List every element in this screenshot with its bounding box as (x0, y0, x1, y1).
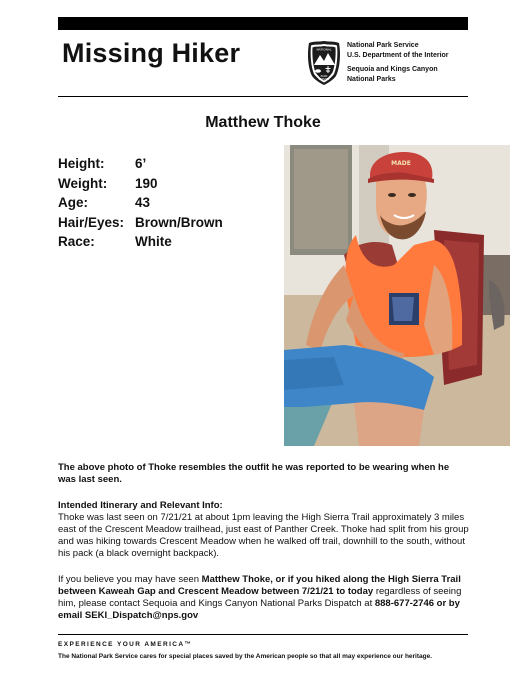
stat-hair-eyes (58, 213, 223, 233)
park-name-line2: National Parks (347, 76, 396, 83)
poster-title: Missing Hiker (62, 38, 241, 68)
logo-text-national: NATIONAL (316, 47, 332, 52)
hat-text: MADE (391, 160, 411, 167)
agency-name: National Park Service (347, 42, 419, 49)
stat-age (58, 193, 223, 213)
itinerary-body: Thoke was last seen on 7/21/21 at about 1pm leaving the High Sierra Trail approximately 3 miles east of the Crescent Meadow trailhead, just east of Panther Creek. Thoke had split from his group and was hiking towards Crescent Meadow when he walked off trail, downhill to the south, without his pack (a black overnight backpack). (58, 512, 469, 559)
top-black-bar (58, 17, 468, 30)
contact-text-1: If you believe you may have seen (58, 574, 202, 585)
experience-your-america: EXPERIENCE YOUR AMERICA™ (58, 641, 193, 648)
hiker-photo (284, 145, 510, 446)
header-divider (58, 96, 468, 97)
contact-bold-1: Matthew Thoke, or if you hiked along the High Sierra Trail between Kaweah Gap and Crescent Meadow between 7/21/21 to today (58, 574, 461, 597)
stat-label: Weight: (58, 175, 108, 191)
stat-label: Age: (58, 195, 88, 210)
contact-paragraph (58, 574, 470, 622)
missing-person-name: Matthew Thoke (205, 114, 321, 131)
stat-label: Hair/Eyes: (58, 214, 125, 230)
stat-race (58, 232, 223, 252)
stat-value: 190 (135, 175, 158, 191)
logo-text-service: SERVICE (318, 78, 330, 81)
stat-value: 43 (135, 195, 151, 210)
park-name-line1: Sequoia and Kings Canyon (347, 66, 438, 73)
physical-description (58, 154, 223, 252)
agency-block (347, 41, 449, 85)
stat-label: Height: (58, 156, 105, 171)
contact-text-2: regardless of seeing him, please contact Sequoia and Kings Canyon National Parks Dispatch at (58, 586, 462, 609)
footer-divider (58, 634, 468, 635)
stat-height (58, 154, 223, 174)
department-name: U.S. Department of the Interior (347, 52, 449, 59)
contact-bold-2: 888-677-2746 or by email SEKI_Dispatch@nps.gov (58, 598, 460, 621)
stat-value: 6’ (135, 156, 147, 171)
stat-value: White (135, 234, 172, 249)
nps-arrowhead-logo (306, 40, 342, 86)
stat-weight (58, 174, 223, 194)
stat-value: Brown/Brown (135, 214, 223, 230)
photo-caption: The above photo of Thoke resembles the outfit he was reported to be wearing when he was last seen. (58, 462, 450, 485)
person-photo-icon (284, 145, 510, 446)
footer-tagline: The National Park Service cares for special places saved by the American people so that all may experience our heritage. (58, 653, 433, 660)
stat-label: Race: (58, 234, 95, 249)
logo-text-park: PARK (320, 75, 328, 78)
itinerary-heading: Intended Itinerary and Relevant Info: (58, 500, 223, 511)
